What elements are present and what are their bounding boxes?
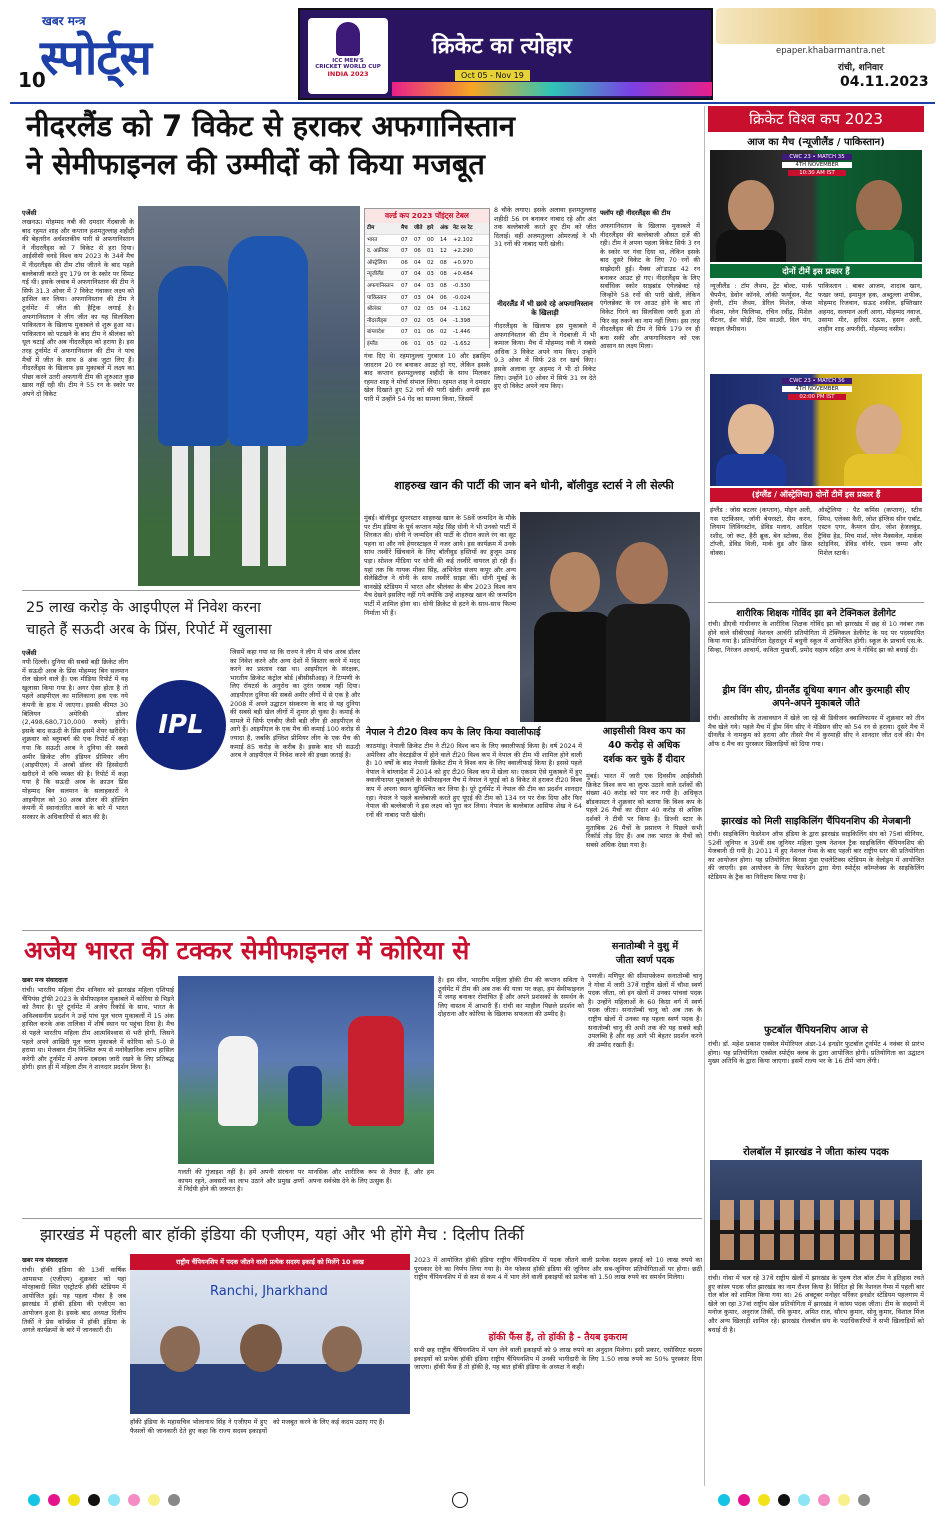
nepal-headline: नेपाल ने टी20 विश्व कप के लिए किया क्वालीफाई <box>366 727 541 738</box>
points-table-cell: अफगानिस्तान <box>367 282 394 289</box>
points-table-cell: नेट रन रेट <box>453 225 473 231</box>
hockey-col2-text: हॉकी इंडिया के महासचिव भोलानाथ सिंह ने एजीएम में हुए फैसलों की जानकारी देते हुए कहा कि राज्य सदस्य इकाइयों को मजबूत करने के लिए कई कदम उठाए गए हैं। <box>130 1418 385 1435</box>
korea-col2: है। इस सीन, भारतीय महिला हॉकी टीम की कप्तान सविता ने टूर्नामेंट में टीम की अब तक की यात्रा पर कहा, हम सेमीफाइनल में जगह बनाकर रोमांचित हैं और अपने प्रशंसकों के समर्थन के लिए वास्तव में आभारी हैं। रांची का माहौल पिछले प्रदर्शन को दोहराना और कोरिया के खिलाफ सफलता की उम्मीद है। <box>438 976 584 1019</box>
hockey-col4: सभी छह राष्ट्रीय चैंपियनशिप में भाग लेने वाली इकाइयों को 9 लाख रुपये का अनुदान मिलेगा। इसी प्रकार, एसोसिएट सदस्य इकाइयों को प्रत्येक हॉकी इंडिया राष्ट्रीय चैंपियनशिप में उनकी भागीदारी के लिए 1.50 लाख रुपये का 50% पुरस्कार दिया जाएगा। हॉकी फैंस हैं तो हॉकी है, यह बात हॉकी इंडिया के अध्यक्ष ने कही। <box>414 1346 702 1372</box>
nz-squad: न्यूजीलैंड : टॉम लैथम, ट्रेंट बोल्ट, मार्क चैपमैन, डेवोन कॉनवे, लॉकी फर्ग्यूसन, मैट हेनरी, टॉम लैथम, डेरिल मिशेल, जेम्स नीशम, ग्लेन फिलिप्स, रचिन रवींद्र, मिशेल सैंटनर, ईश सोढ़ी, टिम साउदी, विल यंग, काइल जैमीसन। <box>710 282 812 333</box>
match1-date: 4TH NOVEMBER <box>782 162 852 168</box>
crosshair-icon <box>452 1492 468 1508</box>
points-table-cell: टीम <box>367 225 375 231</box>
points-table-cell: 00 <box>427 236 434 243</box>
s4-headline: फुटबॉल चैंपियनशिप आज से <box>764 1025 868 1036</box>
viewership-headline-3: दर्शक कर चुके हैं दीदार <box>603 754 685 765</box>
points-table-cell: न्यूजीलैंड <box>367 271 384 278</box>
points-table-cell: 06 <box>401 259 408 266</box>
ipl-col2: जिसमें कहा गया था कि राज्य ने लीग में पांच अरब डॉलर का निवेश करने और अन्य देशों में विस्तार करने में मदद करने का प्रस्ताव रखा था। आइपीएल के संरक्षक, भारतीय क्रिकेट कंट्रोल बोर्ड (बीसीसीआइ) ने टिप्पणी के लिए रॉयटर्स के अनुरोध का तुरंत जवाब नहीं दिया। आइपीएल दुनिया की सबसे अमीर लीगों में से एक है और 2008 में अपने उद्घाटन संस्करण के बाद से यह दुनिया की सबसे बड़ी खेल लीगों में शुमार हो चुका है। कमाई के मामले में सिर्फ एनबीए जैसी बड़ी लीग ही आइपीएल से आगे हैं। आइपीएल के एक मैच की कमाई 100 करोड़ से ज्यादा है, जबकि इंग्लिश प्रीमियर लीग के एक मैच की कमाई 85 करोड़ के करीब है। इसके बाद भी सऊदी अरब ने आइपीएल में निवेश करने की इच्छा जताई है। <box>230 648 360 760</box>
points-table-cell: हारे <box>427 225 434 231</box>
s4-body: रांची। डॉ. महेश प्रकाश एक्सेल मेमोरियल अंडर-14 इनडोर फुटबॉल टूर्नामेंट 4 नवंबर से प्रारंभ होगा। यह प्रतियोगिता एक्सेल स्पोर्ट्स क्लब के द्वारा आयोजित होगी। प्रतियोगिता का उद्घाटन मुख्य अतिथि के द्वारा किया जाएगा। इसमें राज्य भर के 16 टीमें भाग लेंगी। <box>708 1040 924 1066</box>
hockey-dateline: खबर मन्त्र संवाददाता <box>22 1257 68 1264</box>
pak-squad: पाकिस्तान : बाबर आजम, शादाब खान, फखर जमां, इमामुल हक, अब्दुल्ला शफीक, मोहम्मद रिजवान, सऊद शकील, इफ्तिखार अहमद, सलमान अली आगा, मोहम्मद नवाज, उसामा मीर, हारिस रऊफ, हसन अली, शाहीन शाह अफरीदी, मोहम्मद वसीम। <box>818 282 922 333</box>
points-table-cell: 01 <box>427 248 434 255</box>
points-table-cell: -1.162 <box>453 306 471 313</box>
masthead <box>0 0 945 104</box>
points-table-cell: 01 <box>414 340 421 347</box>
ipl-headline-2: चाहते हैं सऊदी अरब के प्रिंस, रिपोर्ट में खुलासा <box>26 622 272 638</box>
points-table-cell: 01 <box>414 329 421 336</box>
points-table-cell: 04 <box>414 259 421 266</box>
dhoni-srk-photo <box>520 512 700 722</box>
korea-col3: गलती की गुंजाइश नहीं है। हमें अपनी संरचना पर कायम रहने, अवसरों का लाभ उठाने और प्रमुख क्षणों में निर्दयी होने की जरूरत है। <box>178 1168 304 1194</box>
points-table-cell: +0.484 <box>453 271 473 278</box>
points-table-cell: मैच <box>401 225 408 231</box>
korea-dateline: खबर मन्त्र संवाददाता <box>22 977 68 984</box>
brand-small: खबर मन्त्र <box>42 14 86 28</box>
hockey-agm-photo <box>130 1254 410 1414</box>
wc-logo-line2: CRICKET WORLD CUP <box>315 64 381 70</box>
points-table-cell: +2.290 <box>453 248 473 255</box>
ipl-dateline: एजेंसी <box>22 649 37 657</box>
lead-col1: लखनऊ। मोहम्मद नबी की दमदार गेंदबाजी के बाद रहमत शाह और कप्तान हशमतुल्लाह शहीदी की बेहतरीन अर्धशतकीय पारी से अफगानिस्तान ने नीदरलैंड्स को 7 विकेट से हरा दिया। आईसीसी वनडे विश्व कप 2023 के 34वें मैच में नीदरलैंड्स की टीम टॉस जीतने के बाद पहले बल्लेबाजी करते हुए 179 रन के स्कोर पर सिमट गई थी। इसके जवाब में अफगानिस्तान की टीम ने सिर्फ 31.3 ओवर में 7 विकेट गंवाकर लक्ष्य को हासिल कर लिया। अफगानिस्तान की टीम ने टूर्नामेंट में जीत की हैट्रिक लगाई है। अफगानिस्तान ने लीग जीत का यह सिलसिला पाकिस्तान के खिलाफ मुकाबले से शुरू हुआ था। पाकिस्तान को पटखने के बाद टीम ने श्रीलंका को धूल चटाई और अब नीदरलैंड्स को हराया है। इस तरह टूर्नामेंट में अफगानिस्तान की टीम ने पांच मैचों में जीत के साथ 8 अंक जुटा लिए हैं। नीदरलैंड्स के खिलाफ इस मुकाबले में लक्ष्य का पीछा करने उतरी अफगानी टीम की शुरुआत कुछ खास नहीं रही थी। टीम ने 55 रन के स्कोर पर अपने दो विकेट <box>22 218 134 398</box>
points-table-cell: 06 <box>414 248 421 255</box>
srk-body: मुंबई। बॉलीवुड सुपरस्टार शाहरुख खान के 58वें जन्मदिन के मौके पर टीम इंडिया के पूर्व कप्तान महेंद्र सिंह धोनी ने भी उनको पार्टी में शिरकत की। धोनी ने जन्मदिन की पार्टी के दौरान काले रंग का सूट पहना था और नये हेयरस्टाइल में नजर आये। इस कार्यक्रम में उनके साथ तस्वीरें खिंचवाने के लिए बॉलीवुड हस्तियों का हुजूम उमड़ पड़ा। सोशल मीडिया पर धोनी की कई तस्वीरें वायरल हो रही हैं। यहां तक कि गायक मीका सिंह, अभिनेता संजय कपूर और अन्य सेलेब्रिटीज ने धोनी के साथ तस्वीरें साझा कीं। धोनी मुंबई के वानखेड़े स्टेडियम में भारत और श्रीलंका के बीच 2023 विश्व कप मैच देखने इसलिए नहीं गये क्योंकि उन्हें शाहरुख खान की जन्मदिन पार्टी में शामिल होना था। धोनी क्रिकेट से हटने के साथ-साथ फिल्म निर्माता भी हैं। <box>364 514 516 617</box>
wc-banner <box>298 8 713 100</box>
wc-logo <box>308 18 388 94</box>
points-table-cell: 07 <box>401 306 408 313</box>
photo-sign: Ranchi, Jharkhand <box>210 1284 328 1299</box>
points-table-cell: ऑस्ट्रेलिया <box>367 259 387 266</box>
points-table-cell: 08 <box>440 271 447 278</box>
points-table-cell: 02 <box>440 340 447 347</box>
lead-col3: 8 चौके लगाए। इसके अलावा हशमतुल्लाह शहीदी 56 रन बनाकर नाबाद रहे और अंत तक बल्लेबाजी करते हुए टीम को जीत दिलाई। वहीं अजमतुल्ला ओमरजई ने भी 31 रनों की नाबाद पारी खेली। <box>494 206 596 249</box>
points-table-row <box>365 293 489 305</box>
points-table-cell: 08 <box>440 259 447 266</box>
rule-low <box>22 1218 702 1219</box>
points-table-cell: भारत <box>367 236 378 243</box>
points-table-cell: 14 <box>440 236 447 243</box>
points-table-row <box>365 235 489 247</box>
masthead-rule <box>10 102 935 104</box>
brand-logo: स्पोर्ट्स <box>40 30 152 86</box>
match2-date: 4TH NOVEMBER <box>782 386 852 392</box>
points-table-cell: पाकिस्तान <box>367 294 387 301</box>
gold-headline-2: जीता स्वर्ण पदक <box>615 955 675 966</box>
match2-time: 02:00 PM IST <box>788 394 846 400</box>
points-table-cell: 12 <box>440 248 447 255</box>
points-table-cell: 02 <box>427 259 434 266</box>
match1-time: 10:30 AM IST <box>788 170 846 176</box>
points-table-cell: 04 <box>414 271 421 278</box>
points-table-cell: 05 <box>427 340 434 347</box>
points-table-cell: 07 <box>401 271 408 278</box>
points-table-row <box>365 258 489 270</box>
lead-col4: अफगानिस्तान के खिलाफ मुकाबले में नीदरलैंड्स की बल्लेबाजी औसत दर्जे की रही। टीम ने अपना पहला विकेट सिर्फ 3 रन के स्कोर पर गंवा दिया था, लेकिन इसके बाद दूसरे विकेट के लिए 70 रनों की साझेदारी हुई। मैक्स ओ'डाउड 42 रन बनाकर आउट हो गए। नीदरलैंड्स के लिए सर्वाधिक स्कोर साइब्रांड एंगेलब्रेक्ट रहे जिन्होंने 58 रनों की पारी खेली, लेकिन एंगेलब्रेक्ट के रन आउट होने के बाद तो विकेट गिरने का सिलसिला जारी हुआ तो फिर वह रुकने का नाम नहीं लिया। इस तरह नीदरलैंड्स की टीम ने सिर्फ 179 रन ही बना सकी और अफगानिस्तान को एक आसान सा लक्ष्य मिला। <box>600 222 700 351</box>
wc-logo-line1: ICC MEN'S <box>332 58 364 64</box>
match2-graphic <box>710 374 922 486</box>
points-table-cell: -0.024 <box>453 294 471 301</box>
rule-r1 <box>708 602 924 603</box>
lead-dateline: एजेंसी <box>22 209 37 217</box>
points-table-cell: 04 <box>414 282 421 289</box>
photo-banner: राष्ट्रीय चैंपियनशिप में पदक जीतने वाली प्रत्येक सदस्य इकाई को मिलेंगे 10 लाख <box>130 1254 410 1270</box>
points-table-cell: 07 <box>401 282 408 289</box>
eng-squad: इंग्लैंड : जोस बटलर (कप्तान), मोइन अली, गस एटकिंसन, जॉनी बेयरस्टो, सैम करन, लियाम लिविंगस्टोन, डेविड मलान, आदिल रशीद, जो रूट, हैरी ब्रूक, बेन स्टोक्स, रीस टॉप्ली, डेविड विली, मार्क वुड और क्रिस वोक्स। <box>710 506 812 557</box>
s1-body: रांची। डीएवी गांधीनगर के शारीरिक शिक्षक गोविंद झा को झारखंड में छह से 10 नवंबर तक होने वाले सीबीएसई नेशनल आर्चरी प्रतियोगिता में टेक्निकल डेलीगेट के पद पर पदस्थापित किया गया है। प्रतियोगिता देहरादून में बधुनी स्कूल में आयोजित होगी। स्कूल के प्राचार्य एस.के. सिन्हा, निरंजन आचार्य, कविता मुखर्जी, प्रमोद सहाय सहित अन्य ने गोविंद झा को बधाई दी। <box>708 620 924 654</box>
points-table-cell: 06 <box>401 340 408 347</box>
registration-marks-right <box>718 1494 918 1508</box>
points-table-cell: 03 <box>427 271 434 278</box>
points-table-cell: -1.398 <box>453 317 471 324</box>
points-table-cell: +2.102 <box>453 236 473 243</box>
points-table-cell: 03 <box>427 282 434 289</box>
ipl-col1: नयी दिल्ली। दुनिया की सबसे बड़ी क्रिकेट लीग में सऊदी अरब के प्रिंस मोहम्मद बिन सलमान रोल खेलने वाले हैं। एक मीडिया रिपोर्ट में यह खुलासा किया गया है। अगर ऐसा होता है तो पहले आइपीएल का मालिकाना हक एक नये कंपनी के हाथ में जाएगा। इसकी कीमत 30 बिलियन अमेरिकी डॉलर (2,498,680,710,000 रुपये) होगी। इसके बाद सऊदी के प्रिंस इसमें शेयर खरीदेंगे। शुक्रवार को ब्लूमबर्ग की एक रिपोर्ट में कहा गया कि सऊदी अरब ने दुनिया की सबसे अमीर क्रिकेट लीग इंडियन प्रीमियर लीग (आइपीएल) में अरबों डॉलर की हिस्सेदारी खरीदने में रुचि व्यक्त की है। रिपोर्ट में कहा गया है कि सऊदी अरब के क्राउन प्रिंस मोहम्मद बिन सलमान के सलाहकारों ने आइपीएल को 30 अरब डॉलर की होल्डिंग कंपनी में स्थानांतरित करने के बारे में भारत सरकार के अधिकारियों से बात की है। <box>22 658 128 821</box>
ipl-logo <box>136 680 226 770</box>
afghan-players-photo <box>138 206 360 586</box>
gold-headline-1: सनातोम्बी ने वुशु में <box>611 941 679 952</box>
wc-box-title: क्रिकेट विश्व कप 2023 <box>708 106 924 132</box>
lead-col3-sub: नीदरलैंड्स के खिलाफ इस मुकाबले में अफगानिस्तान की टीम ने गेंदबाजी में भी कमाल किया। मैच में मोहम्मद नबी ने सबसे अधिक 3 विकेट अपने नाम किए। उन्होंने 9.3 ओवर में सिर्फ 28 रन खर्च किए। इसके अलावा नूर अहमद ने भी दो विकेट लिए। उन्होंने 10 ओवर में सिर्फ 31 रन देते हुए दो विकेट अपने नाम किए। <box>494 322 596 391</box>
points-table-title: वर्ल्ड कप 2023 पॉइंट्स टेबल <box>365 209 489 223</box>
match1-tag: CWC 23 • MATCH 35 <box>782 154 852 160</box>
squad2-title: (इंग्लैंड / ऑस्ट्रेलिया) दोनों टीमें इस प्रकार हैं <box>710 488 922 502</box>
points-table-cell: 05 <box>427 317 434 324</box>
points-table-cell: 07 <box>401 329 408 336</box>
points-table-cell: द. अफ्रीका <box>367 248 389 255</box>
trophy-art <box>716 8 936 44</box>
aus-squad: ऑस्ट्रेलिया : पैट कमिंस (कप्तान), स्टीव स्मिथ, एलेक्स कैरी, जोश इंग्लिस सीन एबॉट, एस्टन एगर, कैमरन ग्रीन, जोश हेजलवुड, ट्रैविस हेड, मिच मार्श, ग्लेन मैक्सवेल, मार्कस स्टोइनिस, डेविड वॉर्नर, एडम जम्पा और मिशेल स्टार्क। <box>818 506 922 557</box>
points-table-cell: -1.652 <box>453 340 471 347</box>
match2-tag: CWC 23 • MATCH 36 <box>782 378 852 384</box>
points-table-cell: 02 <box>440 329 447 336</box>
hockey-col3: 2023 में आयोजित हॉकी इंडिया राष्ट्रीय चैंपियनशिप में पदक जीतने वाली प्रत्येक सदस्य इकाई को 10 लाख रुपये का पुरस्कार देने का निर्णय लिया गया है। मेन फोकस हॉकी इंडिया की जूनियर और सब-जूनियर प्रतियोगिताओं पर होगा। छठी राष्ट्रीय चैंपियनशिप में से कम से कम 4 में भाग लेने वाली इकाइयों को प्रत्येक को 1.50 लाख रुपये का समर्थन मिलेगा। <box>414 1256 702 1282</box>
s2-body: रांची। आरसीसीए के तत्वावधान में खेले जा रहे बी डिवीजन क्वालिफायर में शुक्रवार को तीन मैच खेले गये। पहले मैच में ड्रीम विंग सीए ने मेडिसन सीए को 54 रन से हराया। दूसरे मैच में ग्रीनलैंड ने नामकुम को हराया और तीसरे मैच में कुरमाही सीए ने शानदार जीत दर्ज की। मैन ऑफ द मैच का पुरस्कार खिलाड़ियों को दिया गया। <box>708 714 924 748</box>
points-table-cell: 06 <box>427 329 434 336</box>
lead-col3-subhead: नीदरलैंड में भी छाये रहे अफगानिस्तान के खिलाड़ी <box>497 300 593 317</box>
points-table-cell: 07 <box>401 236 408 243</box>
points-table-row <box>365 246 489 258</box>
points-table-cell: अंक <box>440 225 449 231</box>
points-table-cell: 04 <box>440 306 447 313</box>
ipl-logo-text: IPL <box>158 710 204 740</box>
points-table-cell: 07 <box>401 317 408 324</box>
points-table-row <box>365 327 489 339</box>
match1-graphic <box>710 150 922 262</box>
points-table-cell: श्रीलंका <box>367 306 382 313</box>
points-table-cell: 05 <box>427 306 434 313</box>
rule-lead <box>22 590 360 591</box>
points-table-cell: 06 <box>440 294 447 301</box>
points-table-cell: 02 <box>414 317 421 324</box>
korea-headline: अजेय भारत की टक्कर सेमीफाइनल में कोरिया से <box>24 936 470 965</box>
points-table-cell: नीदरलैंड्स <box>367 317 387 324</box>
points-table-row <box>365 304 489 316</box>
s5-headline: रोलबॉल में झारखंड ने जीता कांस्य पदक <box>743 1147 889 1158</box>
points-table-header <box>365 223 489 235</box>
right-column-rule <box>704 106 705 1486</box>
lead-col2: गंवा दिए थे। रहमानुल्ला गुरबाज 10 और इब्राहिम जादरान 20 रन बनाकर आउट हो गए, लेकिन इसके बाद कप्तान हशमतुल्लाह शहीदी के साथ मिलकर रहमत शाह ने मोर्चा संभाल लिया। रहमत शाह ने दमदार खेल दिखाते हुए 52 रनों की पारी खेली। अपनी इस पारी में उन्होंने 54 गेंद का सामना किया, जिसमें <box>364 352 490 403</box>
s1-headline: शारीरिक शिक्षक गोविंद झा बने टेक्निकल डेलीगेट <box>736 609 896 619</box>
nepal-body: काठमांडू। नेपाली क्रिकेट टीम ने टी20 विश्व कप के लिए क्वालीफाई किया है। वर्ष 2024 में अमेरिका और वेस्टइंडीज में होने वाले टी20 विश्व कप में नेपाल की टीम भी शामिल होने वाली है। 10 वर्षों के बाद नेपाली क्रिकेट टीम ने विश्व कप के लिए क्वालीफाई किया है। इससे पहले नेपाल ने बांग्लादेश में 2014 को हुए टी20 विश्व कप में खेला था। एकदम ऐसे मुकाबले में हुए क्वालीफायर मुकाबले के सेमीफाइनल मैच में नेपाल ने यूएई को 8 विकेट से हराकर टी20 विश्व कप में अपना स्थान सुनिश्चित कर लिया है। पूरे टूर्नामेंट में नेपाल की टीम का प्रदर्शन शानदार रहा। नेपाल ने पहले बल्लेबाजी करते हुए यूएई की टीम को 134 रन पर रोक दिया और फिर नेपाल की बल्लेबाजी ने इस लक्ष्य को पूरा कर लिया। नेपाल के बल्लेबाज आसिफ शेख ने 64 रनों की नाबाद पारी खेली। <box>366 742 582 819</box>
hockey-headline: झारखंड में पहली बार हॉकी इंडिया की एजीएम, यहां और भी होंगे मैच : दिलीप तिर्की <box>40 1225 524 1244</box>
points-table-cell: -1.446 <box>453 329 471 336</box>
points-table-body <box>365 223 489 351</box>
registration-marks-left <box>28 1494 228 1508</box>
points-table-cell: बांग्लादेश <box>367 329 385 336</box>
hockey-col1: रांची। हॉकी इंडिया की 13वीं वार्षिक आमसभा (एजीएम) शुक्रवार को यहां मोरहाबादी स्थित एस्ट्रोटर्फ हॉकी स्टेडियम में आयोजित हुई। यह पहला मौका है जब झारखंड में हॉकी इंडिया की एजीएम का आयोजन हुआ है। इसके बाद अध्यक्ष दिलीप तिर्की ने प्रेस कॉन्फ्रेंस में हॉकी इंडिया के अगले कार्यक्रमों के बारे में जानकारी दी। <box>22 1266 126 1335</box>
points-table-row <box>365 281 489 293</box>
points-table-cell: 04 <box>427 294 434 301</box>
banner-dates: Oct 05 - Nov 19 <box>455 70 530 81</box>
squad1-title: दोनों टीमें इस प्रकार हैं <box>710 264 922 278</box>
city-day: रांची, शनिवार <box>838 63 884 73</box>
ipl-headline-1: 25 लाख करोड़ के आइपीएल में निवेश करना <box>26 600 261 616</box>
points-table-cell: 08 <box>440 282 447 289</box>
points-table <box>364 208 490 348</box>
lead-col4-subhead: फ्लॉप रही नीदरलैंड्स की टीम <box>600 209 671 217</box>
wc-logo-line3: INDIA 2023 <box>327 70 369 78</box>
korea-col1: रांची। भारतीय महिला टीम शनिवार को झारखंड महिला एशियाई चैंपियंस ट्रॉफी 2023 के सेमीफाइनल मुकाबले में कोरिया से भिड़ने को तैयार है। पूरे टूर्नामेंट में अजेय रिकॉर्ड के साथ, भारत के अविश्वसनीय प्रदर्शन ने उन्हें पांच पूल चरण मुकाबलों में 15 अंक हासिल करके अंक तालिका में शीर्ष स्थान पर पहुंचा दिया है। मैच से पहले भारतीय महिला टीम आत्मविश्वास से भरी होगी, जिसने पहले अपने आखिरी पूल चरण मुकाबले में कोरिया को 5-0 से हराया था। मेजबान टीम निश्चित रूप से मनोवैज्ञानिक लाभ हासिल करेगी और टूर्नामेंट में अपना दबदबा जारी रखने के लिए प्रतिबद्ध होगी। हाल ही में महिला टीम ने शानदार प्रदर्शन किया है। <box>22 986 174 1072</box>
hockey-match-photo <box>178 976 434 1164</box>
points-table-row <box>365 316 489 328</box>
points-table-cell: 07 <box>414 236 421 243</box>
viewership-headline-1: आइसीसी विश्व कप का <box>602 726 686 737</box>
s3-body: रांची। साइकिलिंग फेडरेशन ऑफ इंडिया के द्वारा झारखंड साइकिलिंग संघ को 75वां सीनियर, 52वीं जूनियर व 39वीं सब जूनियर महिला पुरुष नेशनल ट्रैक साइकिलिंग चैंपियनशिप की मेजबानी दी गयी है। 2011 में हुए नेशनल गेम्स के बाद पहली बार राष्ट्रीय स्तर की प्रतियोगिता का आयोजन होगा। यह प्रतियोगिता बिरसा मुंडा एथलेटिक्स स्टेडियम के वेलोड्रम में आयोजित की जाएगी। इस आयोजन के लिए फेडरेशन द्वारा मेगा स्पोर्ट्स कॉम्प्लेक्स के साइकिलिंग स्टेडियम के ट्रैक का निरीक्षण किया गया है। <box>708 830 924 881</box>
korea-col4: मानसिक और शारीरिक रूप से तैयार हैं, और हम अपना सर्वश्रेष्ठ देने के लिए उत्सुक हैं। <box>308 1168 434 1185</box>
points-table-cell: -0.330 <box>453 282 471 289</box>
gold-body: पणजी। मणिपुर की सीमापकेरुम सनातोम्बी चानू ने गोवा में जारी 37वें राष्ट्रीय खेलों में चौथा स्वर्ण पदक जीता, जो इन खेलों में उनका पांचवां पदक है। उन्होंने महिलाओं के 60 किग्रा वर्ग में स्वर्ण पदक जीता। सनातोम्बी चानू को अब तक के राष्ट्रीय खेलों में उनका यह पहला स्वर्ण पदक है। सनातोम्बी चानू की अभी तक की यह सबसे बड़ी उपलब्धि है और वह आगे भी बेहतर प्रदर्शन करने की उम्मीद रखती हैं। <box>588 972 702 1049</box>
points-table-cell: 03 <box>414 294 421 301</box>
srk-headline: शाहरुख खान की पार्टी की जान बने धोनी, बॉलीवुड स्टार्स ने ली सेल्फी <box>394 479 674 492</box>
lead-headline-2: ने सेमीफाइनल की उम्मीदों को किया मजबूत <box>26 147 485 181</box>
points-table-cell: 07 <box>401 294 408 301</box>
s3-headline: झारखंड को मिली साइकिलिंग चैंपियनशिप की मेजबानी <box>721 816 911 827</box>
points-table-cell: 04 <box>440 317 447 324</box>
viewership-body: मुंबई। भारत में जारी एक दिवसीय आईसीसी क्रिकेट विश्व कप का लुत्फ उठाने वाले दर्शकों की संख्या 40 करोड़ को पार कर गयी है। अधिकृत ब्रॉडकास्टर ने शुक्रवार को बताया कि विश्व कप के पहले 26 मैचों का दीदार 40 करोड़ से अधिक दर्शकों ने टीवी पर किया है। डिज्नी स्टार के मुताबिक 26 मैचों के प्रसारण ने पिछले सभी रिकॉर्ड तोड़ दिए हैं। अब तक भारत के मैचों को सबसे अधिक देखा गया है। <box>586 772 702 849</box>
points-table-row <box>365 269 489 281</box>
points-table-cell: जीते <box>414 225 423 231</box>
page-number: 10 <box>18 68 46 92</box>
s5-body: रांची। गोवा में चल रहे 37वें राष्ट्रीय खेलों में झारखंड के पुरुष रोल बॉल टीम ने इतिहास रचते हुए कांस्य पदक जीत झारखंड का नाम रौशन किया है। विदित हो कि नेशनल गेम्स में पहली बार रोल बॉल को शामिल किया गया था। 26 अक्टूबर मनोहर पर्रिकर इनडोर स्टेडियम पहलगाम में खेले जा रहा 37वां राष्ट्रीय खेल प्रतियोगिता में झारखंड ने कांस्य पदक जीता। टीम के सदस्यों में मनोज कुमार, अनुराज तिर्की, रवि कुमार, अमित राज, सौरभ कुमार, सोनू कुमार, विशाल मिंज और अन्य खिलाड़ी शामिल रहे। झारखंड रोलबॉल संघ के पदाधिकारियों ने सभी खिलाड़ियों को बधाई दी है। <box>708 1274 924 1334</box>
epaper-url[interactable]: epaper.khabarmantra.net <box>776 46 885 56</box>
viewership-headline-2: 40 करोड़ से अधिक <box>608 740 680 751</box>
hockey-subhead: हॉकी फैंस हैं, तो हॉकी है - तैयब इकराम <box>488 1332 628 1343</box>
rollball-team-photo <box>710 1160 922 1270</box>
points-table-cell: इंग्लैंड <box>367 340 378 347</box>
trophy-icon <box>336 22 360 56</box>
points-table-row <box>365 339 489 351</box>
today-match: आज का मैच (न्यूजीलैंड / पाकिस्तान) <box>747 137 885 148</box>
points-table-cell: 02 <box>414 306 421 313</box>
s2-headline: ड्रीम विंग सीए, ग्रीनलैंड दूधिया बगान और कुरमाही सीए अपने-अपने मुकाबले जीते <box>722 685 910 709</box>
issue-date: 04.11.2023 <box>840 74 929 90</box>
rule-mid <box>22 930 702 931</box>
banner-strip <box>392 82 712 96</box>
points-table-cell: +0.970 <box>453 259 473 266</box>
banner-title: क्रिकेट का त्योहार <box>432 34 572 59</box>
lead-headline-1: नीदरलैंड को 7 विकेट से हराकर अफगानिस्तान <box>26 109 515 143</box>
points-table-cell: 07 <box>401 248 408 255</box>
